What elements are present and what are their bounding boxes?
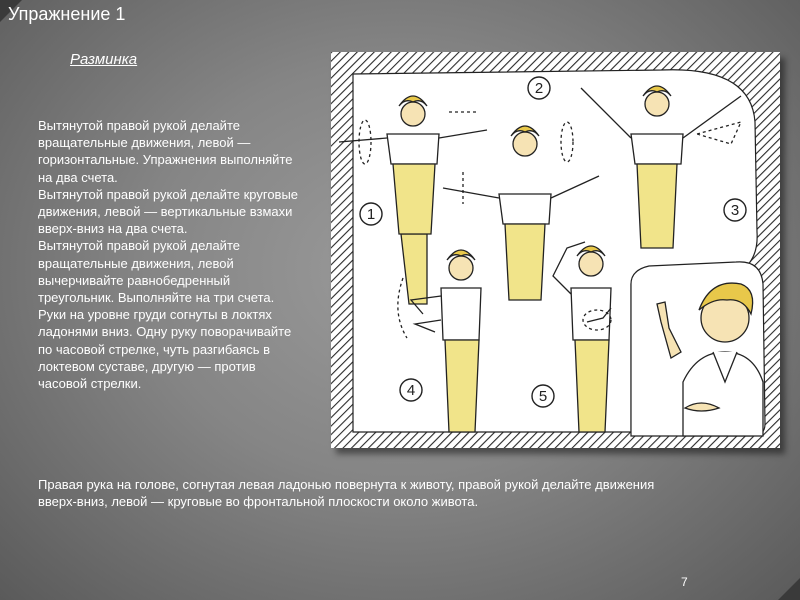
figure-number-label: 3	[730, 202, 740, 219]
bullet-item	[28, 186, 303, 238]
corner-bevel-bottom-right	[778, 578, 800, 600]
bullet-list	[28, 117, 303, 392]
bullet-text: Правая рука на голове, согнутая левая ладонью повернута к животу, правой рукой делайте движения вверх-вниз, левой — круговые во фронтальной плоскости около живота.	[38, 477, 655, 510]
figure-number-label: 2	[534, 80, 544, 97]
exercise-drawing	[331, 52, 780, 448]
bullet-item-wide	[28, 476, 658, 510]
figure-number-label: 1	[366, 206, 376, 223]
bullet-item	[28, 237, 303, 306]
bullet-item	[28, 306, 303, 392]
bullet-item	[28, 117, 303, 186]
bullet-text: Вытянутой правой рукой делайте вращательные движения, левой — горизонтальные. Упражнения выполняйте на два счета.	[38, 118, 293, 185]
figure-number-label: 4	[406, 382, 416, 399]
bullet-text: Руки на уровне груди согнуты в локтях ладонями вниз. Одну руку поворачивайте по часовой стрелке, чуть разгибаясь в локтевом суставе, другую — против часовой стрелки.	[38, 307, 292, 392]
slide-subtitle: Разминка	[70, 51, 138, 68]
bullet-text: Вытянутой правой рукой делайте круговые движения, левой — вертикальные взмахи вверх-вниз на два счета.	[38, 186, 299, 237]
figure-number-label: 5	[538, 388, 548, 405]
slide-title: Упражнение 1	[8, 4, 126, 24]
page-number: 7	[681, 575, 688, 589]
exercise-illustration	[331, 52, 780, 448]
bullet-text: Вытянутой правой рукой делайте вращательные движения, левой вычерчивайте равнобедренный треугольник. Выполняйте на три счета.	[38, 238, 275, 306]
